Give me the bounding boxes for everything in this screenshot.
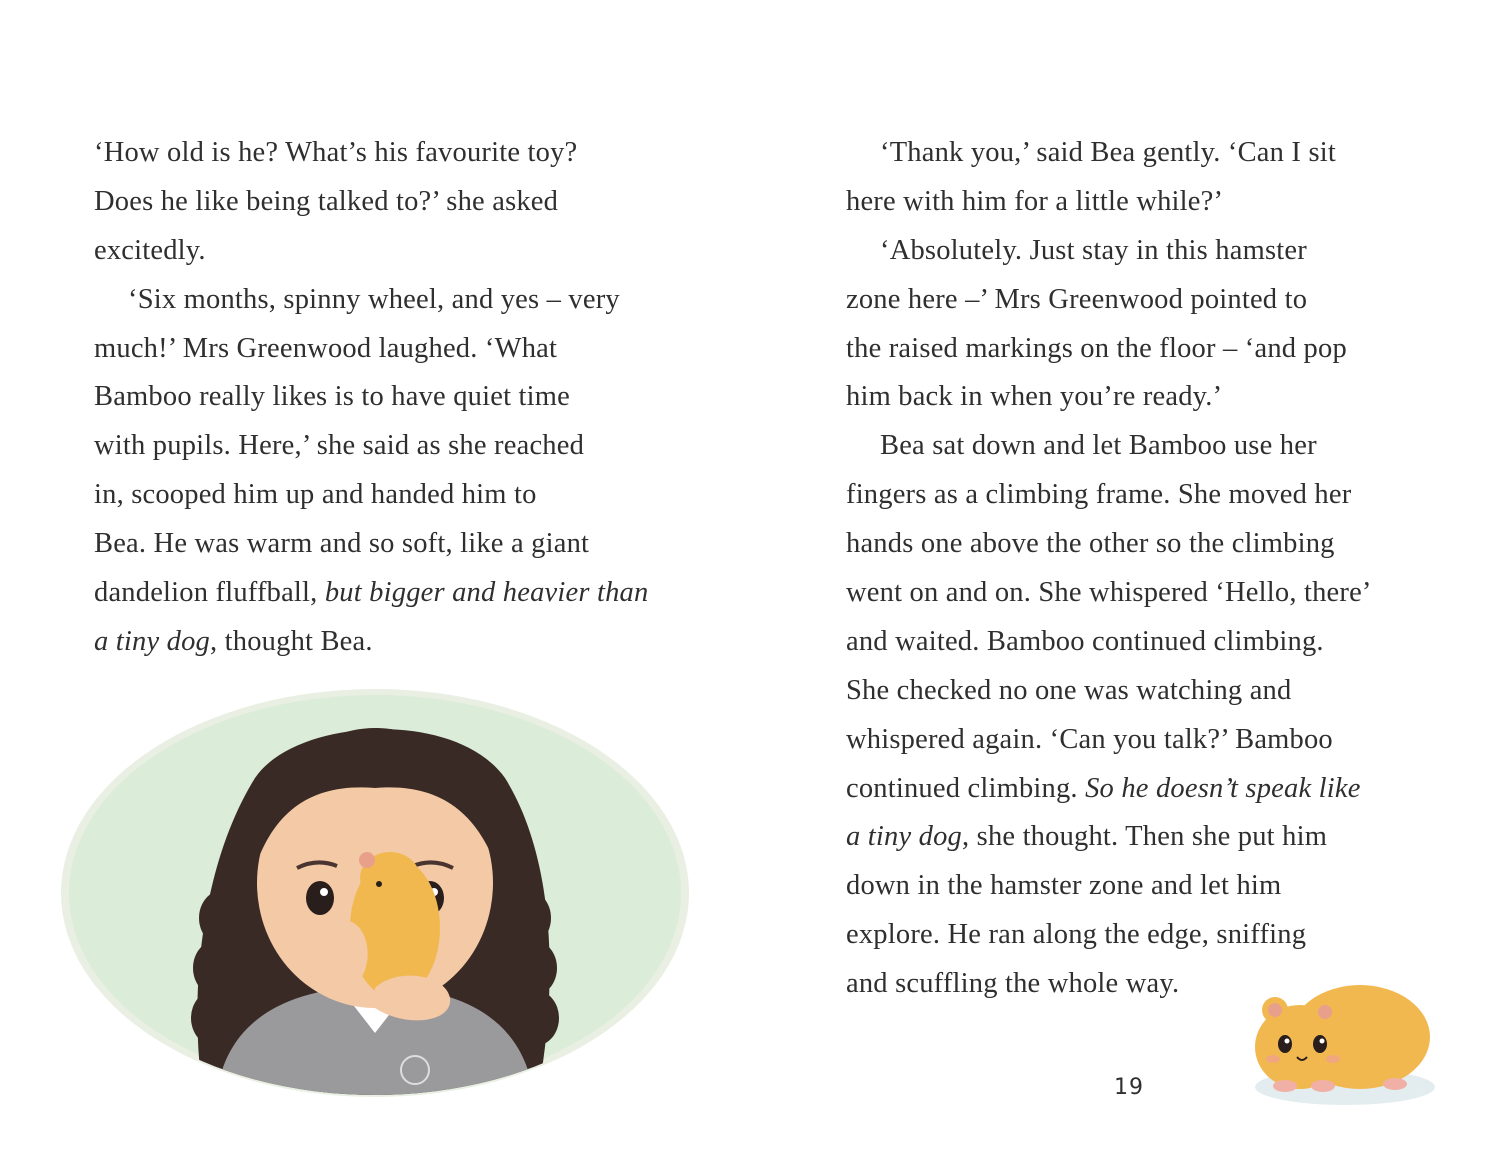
text-plain: continued climbing. [846, 772, 1086, 804]
text-line [846, 813, 1446, 862]
text-line: in, scooped him up and handed him to [94, 479, 537, 511]
text-line: Bamboo really likes is to have quiet time [94, 381, 570, 413]
text-line: ‘Absolutely. Just stay in this hamster [880, 234, 1307, 266]
text-plain: dandelion fluffball, [94, 577, 325, 609]
text-plain: , thought Bea. [210, 625, 373, 657]
text-line: ‘Thank you,’ said Bea gently. ‘Can I sit [880, 137, 1336, 168]
right-page-text [846, 129, 1446, 1009]
text-line: him back in when you’re ready.’ [846, 381, 1223, 413]
text-line: much!’ Mrs Greenwood laughed. ‘What [94, 332, 558, 364]
hamster-illustration [1245, 962, 1445, 1112]
page-number: 19 [1114, 1075, 1144, 1100]
text-line: the raised markings on the floor – ‘and pop [846, 332, 1347, 364]
text-line: excitedly. [94, 234, 206, 266]
text-line: hands one above the other so the climbing [846, 528, 1335, 560]
text-line: ‘Six months, spinny wheel, and yes – very [128, 283, 620, 315]
right-page [750, 0, 1500, 1151]
text-line: Bea. He was warm and so soft, like a giant [94, 528, 590, 560]
text-line: fingers as a climbing frame. She moved her [846, 479, 1352, 511]
text-line: ‘How old is he? What’s his favourite toy? [94, 137, 578, 168]
text-line: with pupils. Here,’ she said as she reached [94, 430, 585, 462]
text-plain: , she thought. Then she put him [962, 821, 1328, 853]
left-page-text [94, 129, 694, 667]
text-line: explore. He ran along the edge, sniffing [846, 919, 1307, 951]
text-line: and waited. Bamboo continued climbing. [846, 625, 1324, 657]
text-line: zone here –’ Mrs Greenwood pointed to [846, 283, 1308, 315]
text-line: here with him for a little while?’ [846, 185, 1224, 217]
text-line: went on and on. She whispered ‘Hello, there’ [846, 577, 1372, 609]
text-line: and scuffling the whole way. [846, 968, 1180, 1000]
text-italic: a tiny dog [846, 821, 962, 853]
girl-holding-hamster-illustration [55, 688, 695, 1098]
text-italic: a tiny dog [94, 625, 210, 657]
text-line [94, 618, 694, 667]
text-line [846, 765, 1446, 814]
text-italic: So he doesn’t speak like [1085, 772, 1361, 804]
text-line: Does he like being talked to?’ she asked [94, 185, 559, 217]
text-line: down in the hamster zone and let him [846, 870, 1282, 902]
text-italic: but bigger and heavier than [324, 577, 649, 609]
text-line [94, 569, 694, 618]
text-line: whispered again. ‘Can you talk?’ Bamboo [846, 723, 1333, 755]
text-line: She checked no one was watching and [846, 674, 1292, 706]
text-line: Bea sat down and let Bamboo use her [880, 430, 1317, 462]
